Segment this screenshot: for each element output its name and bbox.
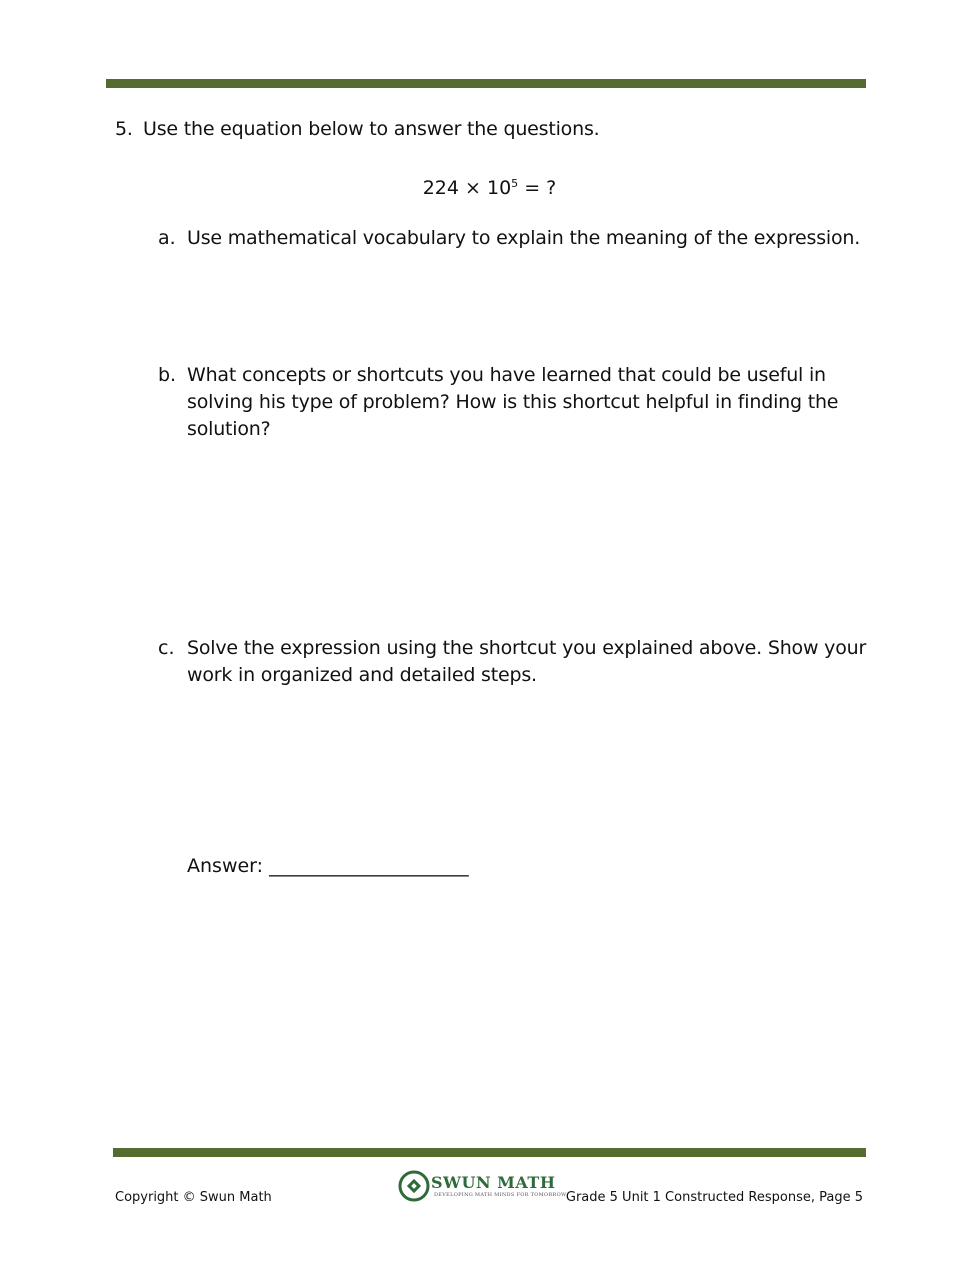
- part-a-letter: a.: [158, 227, 176, 249]
- part-a-text: [187, 225, 867, 252]
- part-c-line: Solve the expression using the shortcut you explained above. Show your: [187, 637, 867, 659]
- part-c-text: [187, 635, 867, 689]
- logo-tagline: DEVELOPING MATH MINDS FOR TOMORROW: [434, 1192, 567, 1198]
- equation-base: 224 × 10: [422, 177, 512, 199]
- part-b-line: solving his type of problem? How is this shortcut helpful in finding the: [187, 391, 839, 413]
- equation-exponent: 5: [511, 177, 519, 190]
- footer-copyright: Copyright © Swun Math: [115, 1190, 272, 1205]
- top-divider: [106, 79, 866, 88]
- part-c-line: work in organized and detailed steps.: [187, 664, 537, 686]
- logo-name: SWUN MATH: [431, 1173, 556, 1192]
- answer-label: Answer:: [187, 855, 270, 877]
- swun-logo-icon: [398, 1170, 430, 1202]
- part-b-text: [187, 362, 867, 443]
- equation: [0, 170, 979, 202]
- part-a-line: Use mathematical vocabulary to explain the meaning of the expression.: [187, 227, 861, 249]
- bottom-divider: [113, 1148, 866, 1157]
- part-b-line: What concepts or shortcuts you have learned that could be useful in: [187, 364, 826, 386]
- question-number: 5.: [115, 118, 133, 140]
- question-stem: Use the equation below to answer the questions.: [143, 118, 600, 140]
- part-c-letter: c.: [158, 637, 175, 659]
- equation-result: = ?: [518, 177, 557, 199]
- part-b-line: solution?: [187, 418, 271, 440]
- part-b-letter: b.: [158, 364, 177, 386]
- answer-line: [187, 853, 469, 880]
- footer-page-info: Grade 5 Unit 1 Constructed Response, Page 5: [565, 1190, 863, 1205]
- answer-blank[interactable]: _____________________: [269, 855, 469, 877]
- swun-math-logo: [398, 1170, 567, 1206]
